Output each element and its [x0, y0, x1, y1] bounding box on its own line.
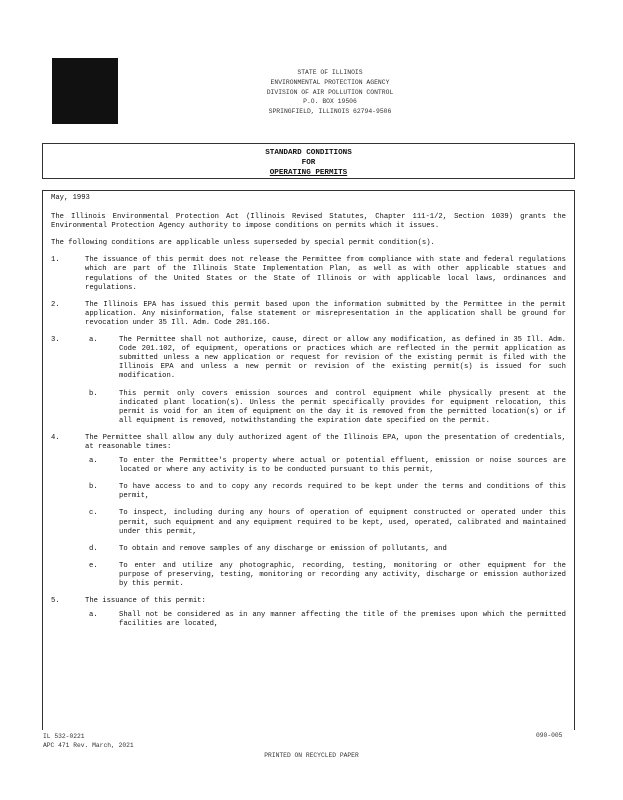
- condition-5: [51, 597, 566, 629]
- condition-3: [51, 336, 566, 426]
- subcondition-letter: e.: [89, 561, 98, 570]
- conditions-box: [42, 190, 575, 730]
- condition-text: The Illinois EPA has issued this permit based upon the information submitted by the Permittee in the permit application. Any misinformation, false statement or misrepresentation in the application shall be ground for revocation under 35 Ill. Adm. Code 201.166.: [85, 300, 566, 327]
- agency-address-block: [200, 68, 460, 117]
- subcondition-letter: b.: [89, 483, 98, 492]
- agency-logo: [52, 58, 118, 124]
- subcondition-text: The Permittee shall not authorize, cause, direct or allow any modification, as defined in 35 Ill. Adm. Code 201.102, of equipment, operations or practices which are reflected in the permit application as submitted unless a new application or request for revision of the existing permit is filed with the Illinois EPA and unless a new permit or revision of the existing permit(s) is issued for such modification.: [119, 336, 566, 381]
- condition-3a: [85, 336, 566, 381]
- recycled-paper-note: PRINTED ON RECYCLED PAPER: [264, 752, 359, 759]
- agency-line: STATE OF ILLINOIS: [297, 69, 363, 76]
- agency-line: DIVISION OF AIR POLLUTION CONTROL: [266, 88, 394, 96]
- agency-line: SPRINGFIELD, ILLINOIS 62794-9506: [268, 108, 392, 116]
- subcondition-letter: c.: [89, 509, 98, 518]
- agency-line: ENVIRONMENTAL PROTECTION AGENCY: [270, 78, 390, 86]
- document-title: [43, 148, 574, 178]
- condition-4d: [85, 545, 566, 554]
- title-line-3: OPERATING PERMITS: [269, 169, 348, 177]
- subcondition-letter: a.: [89, 611, 98, 620]
- condition-4e: [85, 562, 566, 589]
- condition-text: The issuance of this permit:: [85, 597, 206, 606]
- title-line-1: STANDARD CONDITIONS: [265, 149, 352, 157]
- condition-4: [51, 434, 566, 589]
- title-box: [42, 143, 575, 179]
- condition-text: The issuance of this permit does not release the Permittee from compliance with state and federal regulations which are part of the Illinois State Implementation Plan, as well as with other applicable statues and regulations of the United States or the State of Illinois or with applicable local laws, ordinances and regulations.: [85, 256, 566, 292]
- form-number: IL 532-0221: [43, 733, 85, 740]
- condition-3b: [85, 390, 566, 426]
- form-footer: [43, 732, 134, 750]
- document-date: May, 1993: [51, 194, 90, 202]
- subcondition-text: To have access to and to copy any records required to be kept under the terms and conditions of this permit,: [119, 483, 566, 501]
- page-code: 090-005: [536, 732, 563, 739]
- agency-line: P.O. BOX 19506: [303, 98, 357, 106]
- title-line-2: FOR: [301, 159, 316, 167]
- subcondition-text: This permit only covers emission sources and control equipment while physically present at the indicated plant location(s). Unless the permit specifically provides for equipment relocation, this permit is void for an item of equipment on the day it is removed from the permitted location(s) or if all equipment is removed, notwithstanding the expiration date specified on the permit.: [119, 389, 566, 425]
- subcondition-letter: b.: [89, 389, 98, 398]
- condition-number: 2.: [51, 300, 60, 309]
- subcondition-text: To inspect, including during any hours of operation of equipment constructed or operated under this permit, such equipment and any equipment required to be kept, used, operated, calibrated and maintained under this permit,: [119, 509, 566, 536]
- form-revision: APC 471 Rev. March, 2021: [43, 742, 134, 749]
- condition-4c: [85, 509, 566, 536]
- condition-5a: [85, 611, 566, 629]
- condition-number: 5.: [51, 597, 60, 606]
- condition-2: [51, 301, 566, 328]
- condition-1: [51, 256, 566, 292]
- subcondition-text: To obtain and remove samples of any discharge or emission of pollutants, and: [119, 544, 447, 553]
- subcondition-text: To enter and utilize any photographic, recording, testing, monitoring or other equipment for the purpose of preserving, testing, monitoring or recording any activity, discharge or emission authorized by this permit.: [119, 561, 566, 588]
- condition-4a: [85, 457, 566, 475]
- applicability-paragraph: The following conditions are applicable unless superseded by special permit condition(s).: [51, 239, 435, 248]
- conditions-content: [51, 194, 566, 637]
- condition-number: 3.: [51, 336, 60, 345]
- condition-number: 4.: [51, 433, 60, 442]
- subcondition-letter: a.: [89, 457, 98, 466]
- subcondition-letter: a.: [89, 336, 98, 345]
- intro-paragraph: The Illinois Environmental Protection Act (Illinois Revised Statutes, Chapter 111-1/2, Section 1039) grants the Environmental Protection Agency authority to impose conditions on permits which it issues.: [51, 213, 566, 231]
- condition-4b: [85, 483, 566, 501]
- condition-number: 1.: [51, 256, 60, 265]
- subcondition-text: To enter the Permittee's property where actual or potential effluent, emission or noise sources are located or where any activity is to be conducted pursuant to this permit,: [119, 457, 566, 475]
- subcondition-text: Shall not be considered as in any manner affecting the title of the premises upon which the permitted facilities are located,: [119, 611, 566, 629]
- subcondition-letter: d.: [89, 544, 98, 553]
- condition-text: The Permittee shall allow any duly authorized agent of the Illinois EPA, upon the presentation of credentials, at reasonable times:: [85, 433, 566, 451]
